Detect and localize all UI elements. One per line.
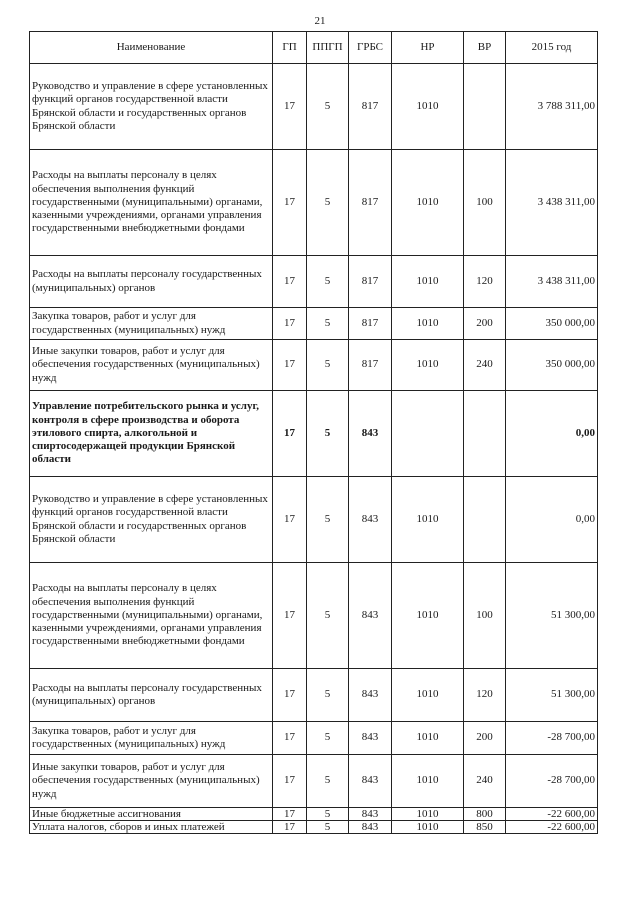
page-number: 21 (314, 15, 326, 27)
row-amount: 0,00 (506, 477, 598, 563)
row-nr: 1010 (392, 256, 464, 308)
row-amount: 350 000,00 (506, 340, 598, 391)
row-ppgp: 5 (307, 391, 349, 477)
row-ppgp: 5 (307, 477, 349, 563)
row-grbs: 817 (349, 308, 392, 340)
row-gp: 17 (273, 755, 307, 808)
table-row (30, 755, 598, 808)
row-nr: 1010 (392, 150, 464, 256)
row-ppgp: 5 (307, 669, 349, 722)
header-year: 2015 год (506, 32, 598, 64)
row-name: Расходы на выплаты персоналу в целях обеспечения выполнения функций государственными (муниципальными) органами, казенными учреждениями, органами управления государственными внебюджетными фондами (30, 563, 273, 669)
row-grbs: 843 (349, 821, 392, 834)
row-name: Иные закупки товаров, работ и услуг для обеспечения государственных (муниципальных) нужд (30, 340, 273, 391)
table-row (30, 669, 598, 722)
row-amount: 3 788 311,00 (506, 64, 598, 150)
row-name: Руководство и управление в сфере установленных функций органов государственной власти Брянской области и государственных органов Брянской области (30, 64, 273, 150)
row-name: Руководство и управление в сфере установленных функций органов государственной власти Брянской области и государственных органов Брянской области (30, 477, 273, 563)
row-amount: 350 000,00 (506, 308, 598, 340)
row-name: Управление потребительского рынка и услуг, контроля в сфере производства и оборота этилового спирта, алкогольной и спиртосодержащей продукции Брянской области (30, 391, 273, 477)
row-grbs: 843 (349, 755, 392, 808)
row-gp: 17 (273, 821, 307, 834)
row-name: Закупка товаров, работ и услуг для государственных (муниципальных) нужд (30, 308, 273, 340)
row-name: Уплата налогов, сборов и иных платежей (30, 821, 273, 834)
table-header-row (30, 32, 598, 64)
row-amount: -28 700,00 (506, 755, 598, 808)
row-ppgp: 5 (307, 308, 349, 340)
header-vr: ВР (464, 32, 506, 64)
row-ppgp: 5 (307, 150, 349, 256)
table-row (30, 308, 598, 340)
row-ppgp: 5 (307, 563, 349, 669)
row-grbs: 843 (349, 669, 392, 722)
table-row (30, 256, 598, 308)
table-row (30, 64, 598, 150)
row-name: Расходы на выплаты персоналу в целях обеспечения выполнения функций государственными (муниципальными) органами, казенными учреждениями, органами управления государственными внебюджетными фондами (30, 150, 273, 256)
row-vr: 100 (464, 150, 506, 256)
row-grbs: 817 (349, 256, 392, 308)
row-nr: 1010 (392, 563, 464, 669)
row-amount: 51 300,00 (506, 669, 598, 722)
row-vr: 120 (464, 256, 506, 308)
row-nr: 1010 (392, 669, 464, 722)
row-gp: 17 (273, 308, 307, 340)
row-grbs: 817 (349, 64, 392, 150)
row-amount: 0,00 (506, 391, 598, 477)
row-amount: 51 300,00 (506, 563, 598, 669)
table-row (30, 821, 598, 834)
row-ppgp: 5 (307, 64, 349, 150)
row-gp: 17 (273, 669, 307, 722)
row-name: Расходы на выплаты персоналу государственных (муниципальных) органов (30, 669, 273, 722)
row-vr: 200 (464, 722, 506, 755)
row-nr: 1010 (392, 808, 464, 821)
row-amount: -22 600,00 (506, 808, 598, 821)
header-name: Наименование (30, 32, 273, 64)
table-row (30, 722, 598, 755)
row-gp: 17 (273, 340, 307, 391)
row-grbs: 843 (349, 477, 392, 563)
row-ppgp: 5 (307, 722, 349, 755)
row-grbs: 817 (349, 150, 392, 256)
row-gp: 17 (273, 722, 307, 755)
header-ppgp: ППГП (307, 32, 349, 64)
row-name: Иные закупки товаров, работ и услуг для обеспечения государственных (муниципальных) нужд (30, 755, 273, 808)
row-ppgp: 5 (307, 808, 349, 821)
row-vr (464, 391, 506, 477)
row-nr: 1010 (392, 755, 464, 808)
table-row (30, 340, 598, 391)
table-row (30, 150, 598, 256)
row-gp: 17 (273, 477, 307, 563)
row-nr: 1010 (392, 821, 464, 834)
table-row (30, 808, 598, 821)
row-grbs: 843 (349, 722, 392, 755)
header-grbs: ГРБС (349, 32, 392, 64)
row-vr: 200 (464, 308, 506, 340)
row-amount: -28 700,00 (506, 722, 598, 755)
row-vr: 850 (464, 821, 506, 834)
row-nr (392, 391, 464, 477)
table-row (30, 477, 598, 563)
row-vr (464, 477, 506, 563)
row-amount: -22 600,00 (506, 821, 598, 834)
row-nr: 1010 (392, 308, 464, 340)
row-nr: 1010 (392, 340, 464, 391)
row-nr: 1010 (392, 722, 464, 755)
row-name: Иные бюджетные ассигнования (30, 808, 273, 821)
row-ppgp: 5 (307, 256, 349, 308)
row-vr: 120 (464, 669, 506, 722)
row-grbs: 843 (349, 563, 392, 669)
row-gp: 17 (273, 64, 307, 150)
row-ppgp: 5 (307, 755, 349, 808)
row-gp: 17 (273, 808, 307, 821)
row-gp: 17 (273, 563, 307, 669)
row-gp: 17 (273, 256, 307, 308)
table-row (30, 391, 598, 477)
row-name: Расходы на выплаты персоналу государственных (муниципальных) органов (30, 256, 273, 308)
row-gp: 17 (273, 150, 307, 256)
row-nr: 1010 (392, 477, 464, 563)
budget-table (29, 31, 598, 834)
table-row (30, 563, 598, 669)
row-ppgp: 5 (307, 340, 349, 391)
row-ppgp: 5 (307, 821, 349, 834)
row-nr: 1010 (392, 64, 464, 150)
row-gp: 17 (273, 391, 307, 477)
row-vr: 240 (464, 340, 506, 391)
row-name: Закупка товаров, работ и услуг для государственных (муниципальных) нужд (30, 722, 273, 755)
row-vr (464, 64, 506, 150)
row-grbs: 843 (349, 808, 392, 821)
header-gp: ГП (273, 32, 307, 64)
row-grbs: 817 (349, 340, 392, 391)
row-vr: 800 (464, 808, 506, 821)
row-grbs: 843 (349, 391, 392, 477)
row-amount: 3 438 311,00 (506, 256, 598, 308)
row-amount: 3 438 311,00 (506, 150, 598, 256)
header-nr: НР (392, 32, 464, 64)
row-vr: 240 (464, 755, 506, 808)
row-vr: 100 (464, 563, 506, 669)
